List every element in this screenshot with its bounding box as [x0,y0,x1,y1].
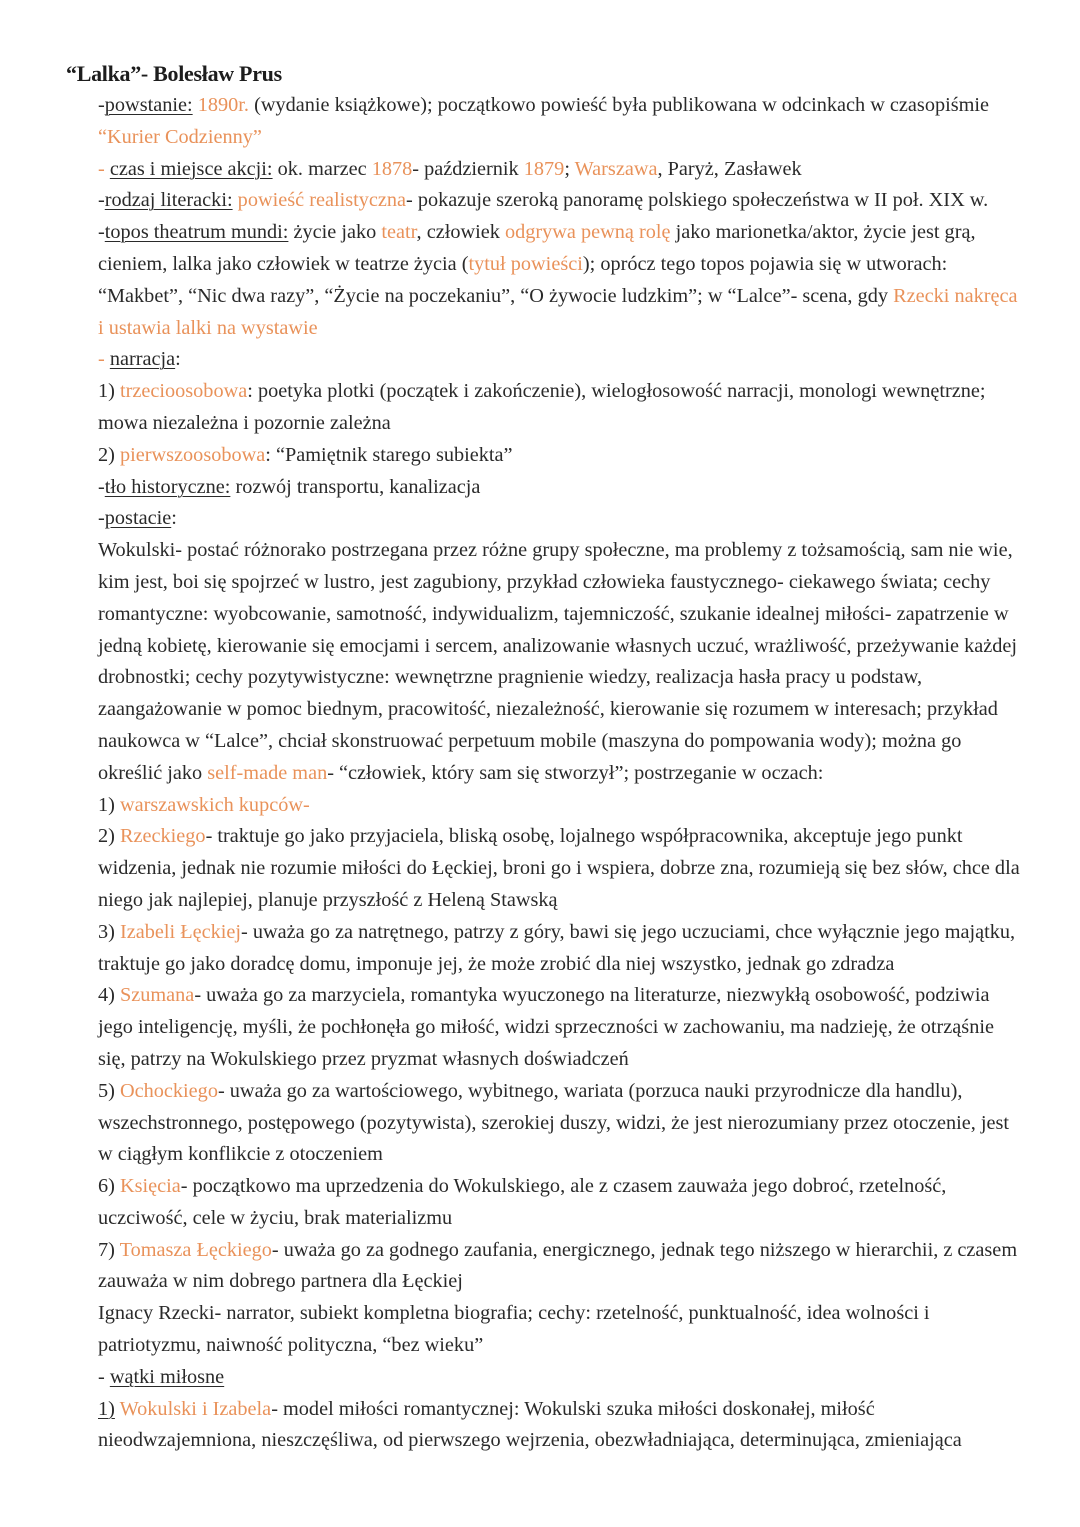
text-run: - uważa go za godnego zaufania, energicznego, jednak tego niższego w hierarchii, z czasem zauważa w nim dobrego partnera dla Łęckiej [98,1238,1018,1293]
highlighted-term: odgrywa pewną rolę [504,221,671,244]
highlighted-term: Wokulski i Izabela [119,1397,272,1420]
text-run: Ignacy Rzecki- narrator, subiekt kompletna biografia; cechy: rzetelność, punktualność, idea wolności i patriotyzmu, naiwność polityczna, “bez wieku” [98,1302,930,1357]
highlighted-term: - [98,348,110,371]
text-run: 2) [98,443,120,466]
text-run: życie jako [288,221,382,244]
text-run: - “człowiek, który sam się stworzył”; postrzeganie w oczach: [327,761,824,784]
text-run: 3) [98,920,120,943]
highlighted-term: powieść realistyczna [237,189,407,212]
paragraph-powstanie [98,90,1024,154]
paragraph-tlo [98,472,1024,504]
text-run: 2) [98,825,120,848]
paragraph-p-6 [98,1171,1024,1235]
section-label: rodzaj literacki: [104,189,233,212]
highlighted-term: teatr [381,221,417,244]
text-run: - październik [412,157,524,180]
text-run: : [175,348,181,371]
text-run: Wokulski- postać różnorako postrzegana przez różne grupy społeczne, ma problemy z tożsamością, sam nie wie, kim jest, boi się spojrzeć w lustro, jest zagubiony, przykład człowieka faustycznego- ciekawego świata; cechy romantyczne: wyobcowanie, samotność, indywidualizm, tajemniczość, szukanie idealnej miłości- zapatrzenie w jedną kobietę, kierowanie się emocjami i sercem, analizowanie własnych uczuć, wrażliwość, przeżywanie każdej drobnostki; cechy pozytywistyczne: wewnętrzne pragnienie wiedzy, realizacja hasła pracy u podstaw, zaangażowanie w pomoc biednym, pracowitość, niezależność, kierowanie się rozumem w interesach; przykład naukowca w “Lalce”, chciał skonstruować perpetuum mobile (maszyna do pompowania wody); można go określić jako [98,539,1018,784]
text-run: - [98,94,105,116]
paragraph-wokulski [98,535,1024,789]
highlighted-term: - [98,157,110,180]
highlighted-term: Rzecki nakręca i ustawia lalki na wystawie [98,284,1018,339]
highlighted-term: Ochockiego [119,1079,218,1102]
text-run: , Paryż, Zasławek [657,157,802,180]
highlighted-term: Księcia [119,1175,181,1198]
text-run: - [98,1365,110,1388]
text-run: - [98,189,105,212]
paragraph-rodzaj [98,185,1024,217]
paragraph-narracja [98,344,1024,376]
highlighted-term: Rzeckiego [119,825,206,848]
paragraph-narracja-2 [98,440,1024,472]
highlighted-term: Tomasza Łęckiego [119,1238,272,1261]
paragraph-postacie [98,503,1024,535]
text-run: ok. marzec [272,157,372,180]
text-run: jako marionetka/aktor, życie jest grą, cieniem, lalka jako człowiek w teatrze życia ( [98,221,976,275]
text-run: - traktuje go jako przyjaciela, bliską osobę, lojalnego współpracownika, akceptuje jego punkt widzenia, jednak nie rozumie miłości do Łęckiej, broni go i wspiera, dobrze zna, rozumieją się bez słów, chce dla niego jak najlepiej, planuje przyszłość z Heleną Stawską [98,825,1020,911]
paragraph-czas-miejsce [98,154,1024,186]
highlighted-term: self-made man [207,761,328,784]
text-run: 5) [98,1079,120,1102]
paragraph-p-4 [98,980,1024,1075]
highlighted-term: 1890r. [197,94,249,116]
text-run: - uważa go za natrętnego, patrzy z góry, bawi się jego uczuciami, chce wyłącznie jego majątku, traktuje go jako doradcę domu, imponuje jej, że może zrobić dla niej wszystko, jednak go zdradza [98,920,1016,975]
text-run: - [98,221,105,244]
paragraph-watki-1 [98,1394,1024,1458]
text-run: : poetyka plotki (początek i zakończenie), wielogłosowość narracji, monologi wewnętrzne; mowa niezależna i pozornie zależna [98,380,986,434]
section-label: czas i miejsce akcji: [109,157,273,180]
section-label: wątki miłosne [109,1365,225,1388]
paragraph-topos [98,217,1024,344]
section-label: tło historyczne: [104,475,231,498]
highlighted-term: trzecioosobowa [119,380,248,403]
text-run: ; [564,157,575,180]
section-label: powstanie: [104,94,193,116]
text-run: : [171,507,177,530]
text-run: - [98,507,105,530]
highlighted-term: Warszawa [574,157,658,180]
highlighted-term: Izabeli Łęckiej [119,920,242,943]
paragraph-p-5 [98,1076,1024,1171]
section-label: 1) [98,1397,115,1420]
highlighted-term: pierwszoosobowa [119,443,266,466]
text-run: (wydanie książkowe); początkowo powieść była publikowana w odcinkach w czasopiśmie [249,94,990,116]
highlighted-term: Szumana [119,984,195,1007]
text-run: - pokazuje szeroką panoramę polskiego społeczeństwa w II poł. XIX w. [406,189,989,212]
highlighted-term: warszawskich kupców- [119,793,310,816]
highlighted-term: 1878 [371,157,413,180]
text-run: 4) [98,984,120,1007]
highlighted-term: “Kurier Codzienny” [98,125,262,148]
text-run: - model miłości romantycznej: Wokulski szuka miłości doskonałej, miłość nieodwzajemniona, nieszczęśliwa, od pierwszego wejrzenia, obezwładniająca, determinująca, zmieniająca [98,1397,962,1452]
document-title: “Lalka”- Bolesław Prus [66,61,282,86]
paragraph-p-1 [98,790,1024,822]
paragraph-narracja-1 [98,376,1024,440]
highlighted-term: tytuł powieści [468,252,583,275]
section-label: postacie [104,507,172,530]
highlighted-term: 1879 [523,157,565,180]
section-label: narracja [109,348,176,371]
text-run: rozwój transportu, kanalizacja [230,475,481,498]
text-run: - uważa go za marzyciela, romantyka wyuczonego na literaturze, niezwykłą osobowość, podziwia jego inteligencję, myśli, że pochłonęła go miłość, widzi sprzeczności w zachowaniu, ma nadzieję, że otrząśnie się, patrzy na Wokulskiego przez pryzmat własnych doświadczeń [98,984,994,1070]
paragraph-p-7 [98,1235,1024,1299]
section-label: topos theatrum mundi: [104,221,289,244]
text-run: - uważa go za wartościowego, wybitnego, wariata (porzuca nauki przyrodnicze dla handlu), wszechstronnego, postępowego (pozytywista), szerokiej duszy, widzi, że jest nierozumiany przez otoczenie, jest w ciągłym konflikcie z otoczeniem [98,1079,1010,1166]
paragraph-watki [98,1362,1024,1394]
text-run: 6) [98,1175,120,1198]
text-run: 1) [98,380,120,403]
paragraph-rzecki [98,1298,1024,1362]
document-body [98,90,1024,1457]
text-run: 1) [98,793,120,816]
text-run: : “Pamiętnik starego subiekta” [265,443,513,466]
paragraph-p-2 [98,821,1024,916]
paragraph-p-3 [98,917,1024,981]
text-run: 7) [98,1238,120,1261]
text-run: - [98,475,105,498]
text-run: , człowiek [416,221,505,244]
text-run: ); oprócz tego topos pojawia się w utworach: “Makbet”, “Nic dwa razy”, “Życie na poczekaniu”, “O żywocie ludzkim”; w “Lalce”- scena, gdy [98,252,948,307]
text-run: - początkowo ma uprzedzenia do Wokulskiego, ale z czasem zauważa jego dobroć, rzetelność, uczciwość, cele w życiu, brak materializmu [98,1175,947,1229]
